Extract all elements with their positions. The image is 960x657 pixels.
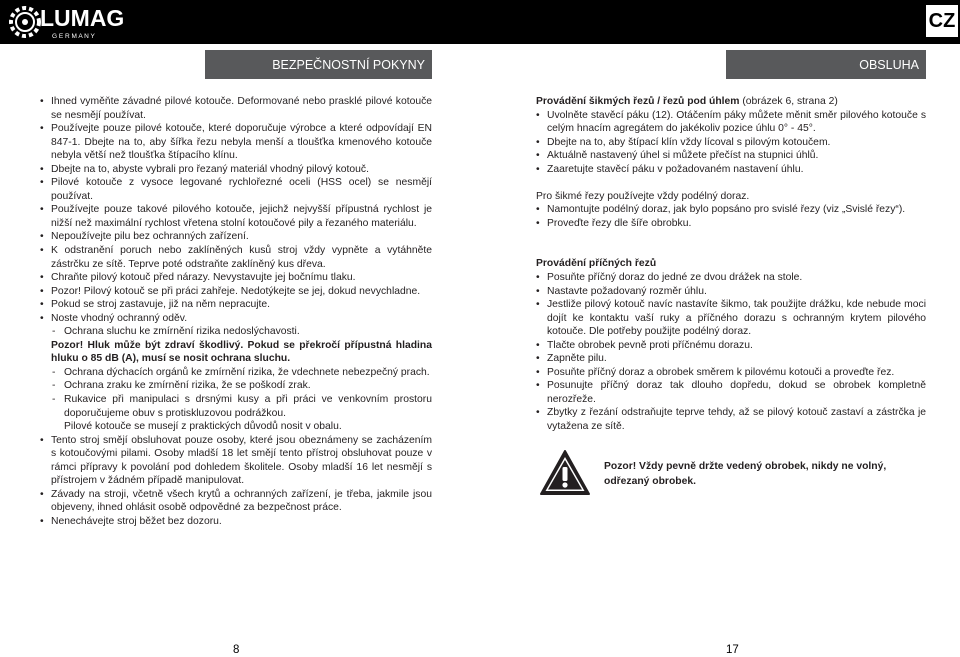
- list-item: • Posuňte příčný doraz do jedné ze dvou drážek na stole.: [536, 271, 926, 285]
- bevel-list: [536, 109, 926, 177]
- list-item: • Proveďte řezy dle šíře obrobku.: [536, 217, 926, 231]
- list-item: • Uvolněte stavěcí páku (12). Otáčením páky můžete měnit směr pilového kotouče s celým hnacím agregátem do jakékoliv pozice úhlu 0° - 45°.: [536, 109, 926, 136]
- list-item: • Jestliže pilový kotouč navíc nastavíte šikmo, tak použijte drážku, kde nebude moci dojít ke kontaktu vaší ruky a příčného dorazu s ochranným krytem pilového kotouče. Dle potřeby použijte podélný doraz.: [536, 298, 926, 339]
- list-item: • Ihned vyměňte závadné pilové kotouče. Deformované nebo prasklé pilové kotouče se nesmějí používat.: [40, 95, 432, 122]
- left-column: [40, 95, 432, 529]
- cross-cut-title: Provádění příčných řezů: [536, 258, 657, 270]
- list-item: • Tento stroj smějí obsluhovat pouze osoby, které jsou obeznámeny se zacházením s kotoučovými pilami. Osoby mladší 18 let smějí tento přístroj obsluhovat pouze v rámci přípravy k povolání pod dohledem školitele. Osoby mladší 16 let nesmějí s přístrojem v žádném případě manipulovat.: [40, 434, 432, 488]
- list-item: • K odstranění poruch nebo zaklíněných kusů stroj vždy vypněte a vytáhněte zástrčku ze sítě. Teprve poté odstraňte zaklíněný kus dřeva.: [40, 244, 432, 271]
- top-bar: [0, 0, 960, 44]
- list-item: • Posuňte příčný doraz a obrobek směrem k pilovému kotouči a proveďte řez.: [536, 366, 926, 380]
- list-item: • Chraňte pilový kotouč před nárazy. Nevystavujte jej bočnímu tlaku.: [40, 271, 432, 285]
- list-item: • Dbejte na to, abyste vybrali pro řezaný materiál vhodný pilový kotouč.: [40, 163, 432, 177]
- safety-instructions-header: BEZPEČNOSTNÍ POKYNY: [205, 50, 432, 79]
- list-item: • Pokud se stroj zastavuje, již na něm nepracujte.: [40, 298, 432, 312]
- cross-cut-list: [536, 271, 926, 434]
- warning-triangle-icon: [539, 449, 591, 497]
- safety-list: [40, 95, 432, 529]
- list-item: • Aktuálně nastavený úhel si můžete přečíst na stupnici úhlů.: [536, 149, 926, 163]
- list-item: • Posunujte příčný doraz tak dlouho dopředu, dokud se obrobek kompletně nerozřeže.: [536, 379, 926, 406]
- list-item: • Nenechávejte stroj běžet bez dozoru.: [40, 515, 432, 529]
- page-number-left: 8: [233, 644, 240, 656]
- list-item-note: Pilové kotouče se musejí z praktických důvodů nosit v obalu.: [64, 421, 342, 433]
- bevel-title: Provádění šikmých řezů / řezů pod úhlem (obrázek 6, strana 2): [536, 96, 838, 107]
- list-item: • Noste vhodný ochranný oděv.: [40, 312, 432, 326]
- brand-sub: G E R M A N Y: [52, 33, 95, 40]
- page-number-right: 17: [726, 644, 739, 656]
- brand-name: LUMAG: [40, 5, 125, 31]
- list-item: • Nepoužívejte pilu bez ochranných zařízení.: [40, 230, 432, 244]
- right-column: [536, 95, 926, 497]
- list-item: • Namontujte podélný doraz, jak bylo popsáno pro svislé řezy (viz „Svislé řezy“).: [536, 203, 926, 217]
- list-item: • Používejte pouze takové pilového kotouče, jejichž nejvyšší přípustná rychlost je nižší než maximální rychlost vřetena stolní kotoučové pily a řezaného materiálu.: [40, 203, 432, 230]
- list-item: - Ochrana sluchu ke zmírnění rizika nedoslýchavosti.: [40, 325, 432, 339]
- list-item: • Zaaretujte stavěcí páku v požadovaném nastavení úhlu.: [536, 163, 926, 177]
- list-item: • Dbejte na to, aby štípací klín vždy lícoval s pilovým kotoučem.: [536, 136, 926, 150]
- list-item: • Zbytky z řezání odstraňujte teprve tehdy, až se pilový kotouč zastaví a zástrčka je vytažena ze sítě.: [536, 406, 926, 433]
- operation-header: OBSLUHA: [726, 50, 926, 79]
- list-item: • Pilové kotouče z vysoce legované rychlořezné oceli (HSS ocel) se nesmějí používat.: [40, 176, 432, 203]
- lumag-logo: [6, 0, 136, 44]
- list-item: • Pozor! Pilový kotouč se při práci zahřeje. Nedotýkejte se jej, dokud nevychladne.: [40, 285, 432, 299]
- list-item: - Ochrana dýchacích orgánů ke zmírnění rizika, že vdechnete nebezpečný prach.: [40, 366, 432, 380]
- warning-text: Pozor! Vždy pevně držte vedený obrobek, nikdy ne volný, odřezaný obrobek.: [604, 460, 887, 487]
- list-item: • Zapněte pilu.: [536, 352, 926, 366]
- list-item: - Ochrana zraku ke zmírnění rizika, že se poškodí zrak.: [40, 379, 432, 393]
- list-item: - Rukavice při manipulaci s drsnými kusy a při práci ve venkovním prostoru doporučujeme obuv s protiskluzovou podrážkou.: [40, 393, 432, 420]
- language-badge: CZ: [926, 5, 958, 37]
- noise-warning: Pozor! Hluk může být zdraví škodlivý. Pokud se překročí přípustná hladina hluku o 85 dB (A), musí se nosit ochrana sluchu.: [51, 339, 432, 365]
- list-item: • Nastavte požadovaný rozměr úhlu.: [536, 285, 926, 299]
- list-item: • Používejte pouze pilové kotouče, které doporučuje výrobce a které odpovídají EN 847-1. Dbejte na to, aby šířka řezu nebyla menší a tloušťka kmenového kotouče nebyla větší než tloušťka štípacího klínu.: [40, 122, 432, 163]
- warning-block: [536, 449, 926, 497]
- list-item: • Tlačte obrobek pevně proti příčnému dorazu.: [536, 339, 926, 353]
- oblique-intro: Pro šikmé řezy používejte vždy podélný doraz.: [536, 190, 750, 202]
- oblique-list: [536, 203, 926, 230]
- list-item: • Závady na stroji, včetně všech krytů a ochranných zařízení, je třeba, jakmile jsou objeveny, ihned ohlásit osobě odpovědné za bezpečnost práce.: [40, 488, 432, 515]
